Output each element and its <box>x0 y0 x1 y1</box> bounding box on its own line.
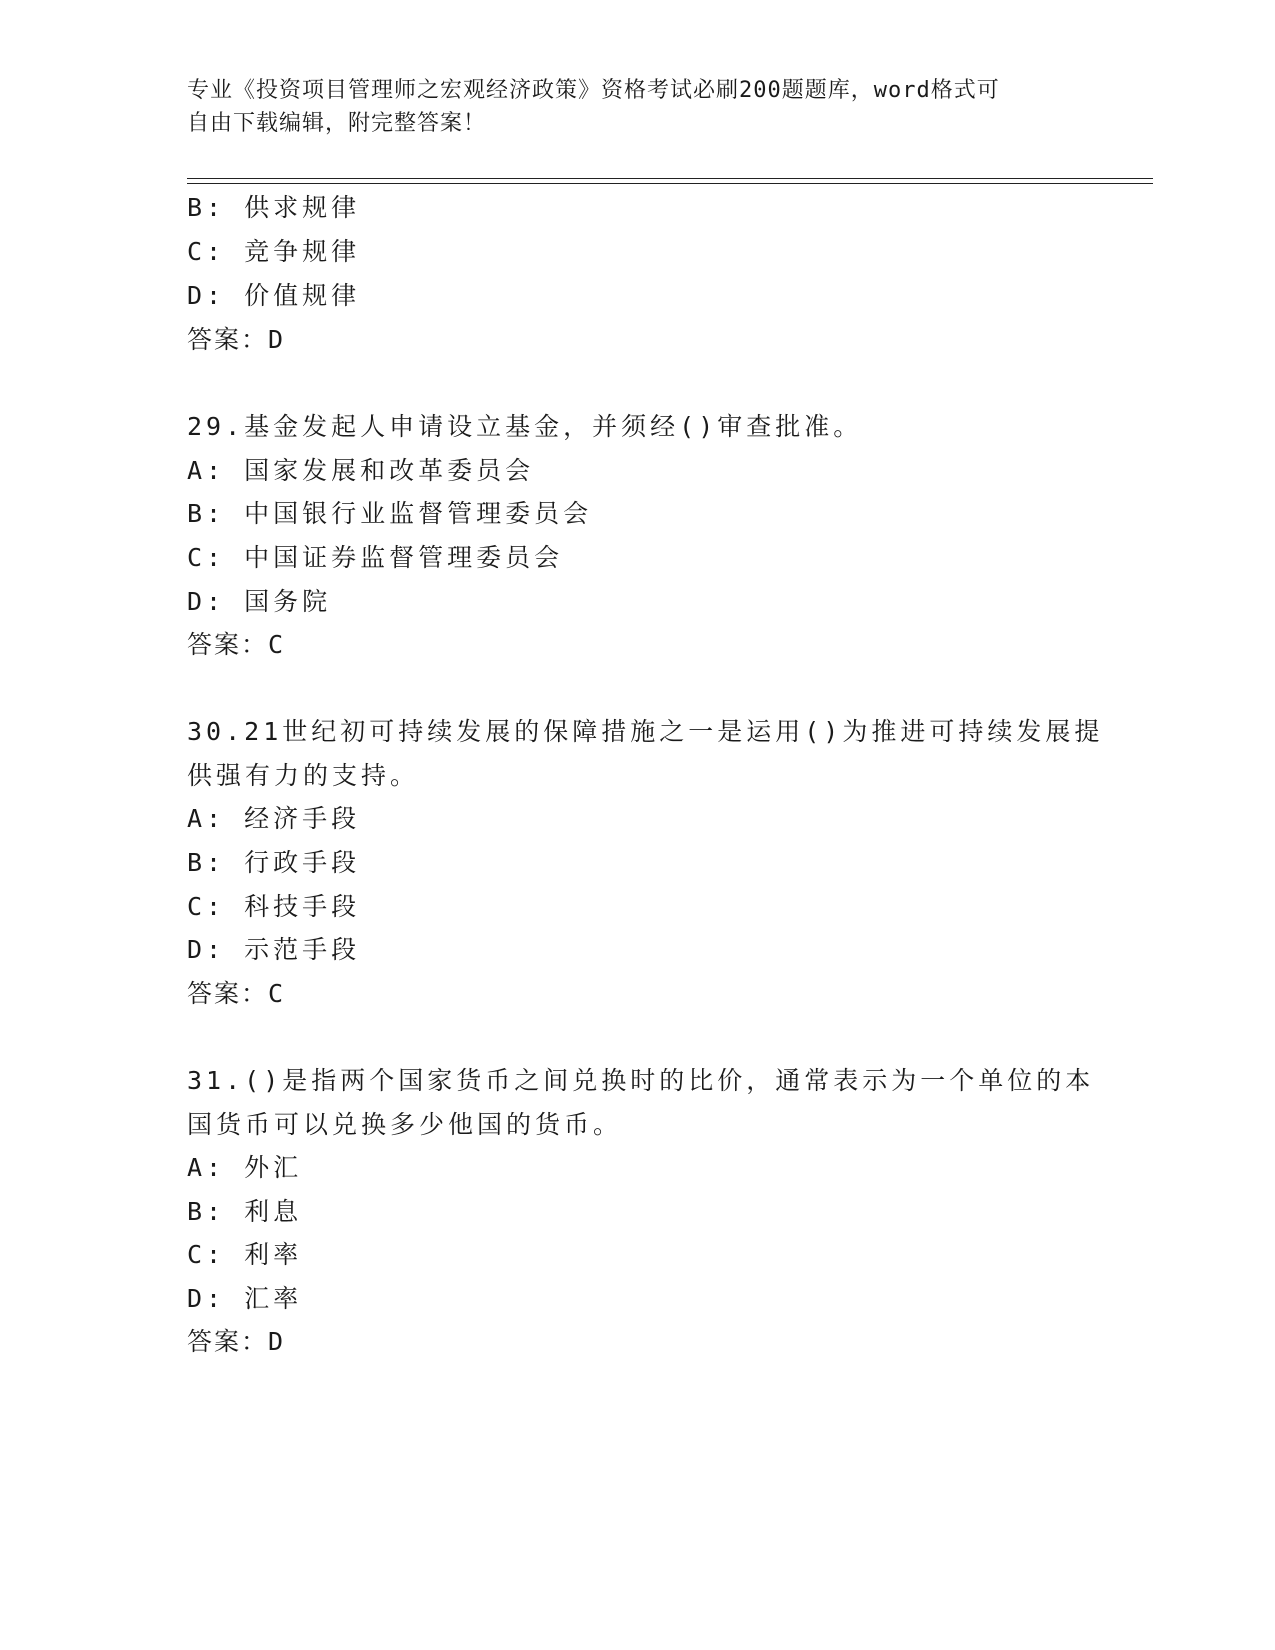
q30-stem-line-2: 供强有力的支持。 <box>187 761 420 790</box>
header-line-2: 自由下载编辑，附完整答案！ <box>187 111 487 136</box>
q29-option-c: C: 中国证券监督管理委员会 <box>187 543 564 572</box>
q30-option-c: C: 科技手段 <box>187 892 361 921</box>
q28-answer: 答案：D <box>187 325 286 354</box>
q29-stem: 29.基金发起人申请设立基金，并须经()审查批准。 <box>187 412 863 441</box>
q30-option-a: A: 经济手段 <box>187 804 361 833</box>
header-divider-bottom <box>187 183 1153 184</box>
header-line-1: 专业《投资项目管理师之宏观经济政策》资格考试必刷200题题库，word格式可 <box>187 78 1000 103</box>
q30-option-d: D: 示范手段 <box>187 935 361 964</box>
q28-option-d: D: 价值规律 <box>187 281 361 310</box>
q28-option-c: C: 竞争规律 <box>187 237 361 266</box>
q30-option-b: B: 行政手段 <box>187 848 361 877</box>
q31-answer: 答案：D <box>187 1327 286 1356</box>
q31-option-a: A: 外汇 <box>187 1153 303 1182</box>
q30-stem-line-1: 30.21世纪初可持续发展的保障措施之一是运用()为推进可持续发展提 <box>187 717 1104 746</box>
q30-answer: 答案：C <box>187 979 286 1008</box>
q29-option-b: B: 中国银行业监督管理委员会 <box>187 499 593 528</box>
q31-option-c: C: 利率 <box>187 1240 303 1269</box>
q31-option-b: B: 利息 <box>187 1197 303 1226</box>
document-header <box>187 74 1067 140</box>
q29-option-d: D: 国务院 <box>187 587 332 616</box>
q28-option-b: B: 供求规律 <box>187 193 361 222</box>
header-divider-top <box>187 178 1153 179</box>
q29-answer: 答案：C <box>187 630 286 659</box>
q29-option-a: A: 国家发展和改革委员会 <box>187 456 535 485</box>
q31-stem-line-2: 国货币可以兑换多少他国的货币。 <box>187 1110 623 1139</box>
q31-stem-line-1: 31.()是指两个国家货币之间兑换时的比价，通常表示为一个单位的本 <box>187 1066 1095 1095</box>
q31-option-d: D: 汇率 <box>187 1284 303 1313</box>
